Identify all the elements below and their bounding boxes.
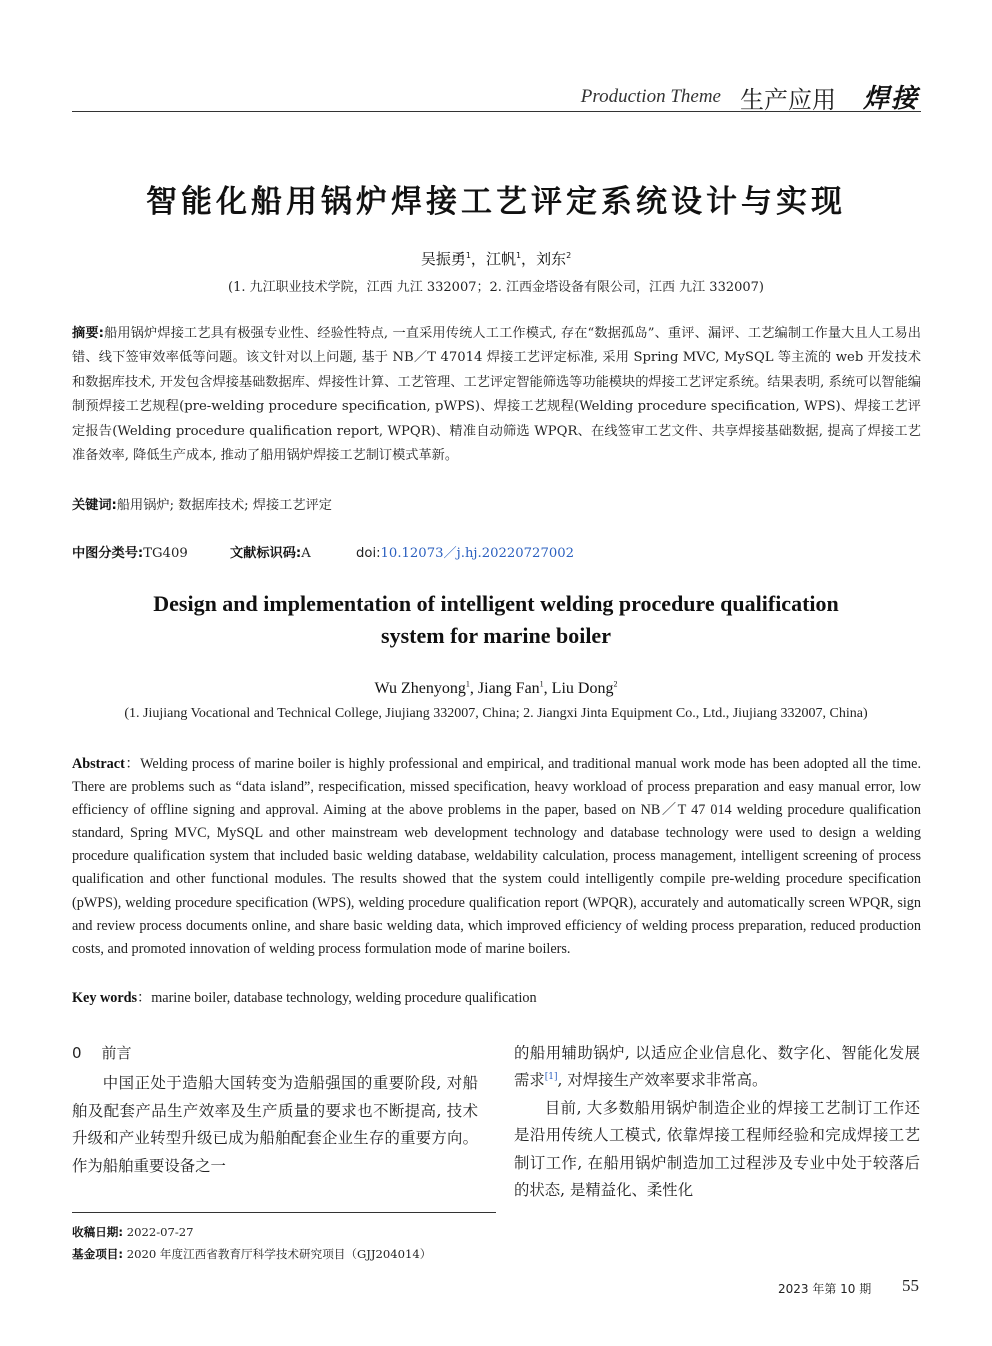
doc-code-value: A: [301, 546, 311, 561]
footnote-rule: [72, 1212, 496, 1213]
running-header: [72, 78, 921, 112]
author-en-1-aff: 1: [465, 679, 470, 689]
abstract-en-label: Abstract: [72, 756, 125, 772]
header-section-cn: 生产应用: [740, 86, 836, 114]
author-cn-2-aff: 1: [515, 251, 522, 260]
issue-label: 2023 年第 10 期: [778, 1282, 872, 1296]
author-cn-3: 刘东: [536, 250, 567, 268]
header-rule: [72, 111, 921, 112]
author-cn-1: 吴振勇: [420, 250, 466, 268]
authors-en: Wu Zhenyong$^1$, Jiang Fan$^1$, Liu Dong$^2$: [374, 679, 618, 697]
body-text: 的船用辅助锅炉, 以适应企业信息化、数字化、智能化发展需求: [514, 1044, 920, 1090]
title-cn: 智能化船用锅炉焊接工艺评定系统设计与实现: [146, 184, 846, 220]
body-text: , 对焊接生产效率要求非常高。: [557, 1071, 768, 1090]
author-en-1: Wu Zhenyong: [374, 680, 466, 697]
abstract-en-text: Welding process of marine boiler is highly professional and empirical, and traditional manual work mode has been adopted all the time. There are problems such as “data island”, respecification, missed specification, heavy workload of process preparation and easy manual error, low efficiency of offline signing and approval. Aiming at the above problems in the paper, based on NB／T 47 014 welding procedure qualification standard, Spring MVC, MySQL and other mainstream web development technology and database technology were used to design a welding procedure qualification system that included basic welding database, weldability calculation, process management, intelligent screening of process qualification and other functional modules. The results showed that the system could intelligently compile pre-welding procedure specification (pWPS), welding procedure specification (WPS), welding procedure qualification report (WPQR), accurately and automatically screen WPQR, sign and review process documents online, and share basic welding data, which improved efficiency of welding process preparation, reduced production costs, and promoted innovation of welding process formulation mode of marine boilers.: [72, 756, 921, 957]
author-en-3: Liu Dong: [551, 680, 614, 697]
body-paragraph: 中国正处于造船大国转变为造船强国的重要阶段, 对船舶及配套产品生产效率及生产质量的要求也不断提高, 技术升级和产业转型升级已成为船舶配套企业生存的重要方向。作为船舶重要设备之一: [72, 1074, 478, 1175]
doc-code-label: 文献标识码:: [230, 546, 302, 561]
page-number: 55: [902, 1276, 919, 1295]
keywords-cn-text: 船用锅炉; 数据库技术; 焊接工艺评定: [116, 498, 332, 513]
affiliations-en: (1. Jiujiang Vocational and Technical College, Jiujiang 332007, China; 2. Jiangxi Jinta Equipment Co., Ltd., Jiujiang 332007, China): [124, 706, 868, 721]
affiliations-cn: (1. 九江职业技术学院，江西 九江 332007；2. 江西金塔设备有限公司，江西 九江 332007): [228, 280, 764, 295]
author-cn-2: 江帆: [485, 250, 516, 268]
title-en-line-1: Design and implementation of intelligent welding procedure qualification: [153, 591, 839, 616]
keywords-en-label: Key words: [72, 990, 138, 1006]
journal-logo: 焊接: [862, 84, 919, 114]
title-en: [0, 588, 992, 652]
clc-label: 中图分类号:: [72, 546, 144, 561]
keywords-cn-label: 关键词:: [72, 498, 117, 513]
author-en-3-aff: 2: [613, 679, 618, 689]
citation-link[interactable]: [1]: [544, 1072, 558, 1083]
keywords-en: Key words：marine boiler, database technology, welding procedure qualification: [72, 990, 537, 1006]
received-value: 2022-07-27: [126, 1225, 194, 1239]
received-label: 收稿日期:: [72, 1225, 124, 1239]
doi-label: doi:: [356, 546, 381, 561]
author-cn-3-aff: 2: [566, 251, 572, 260]
section-heading: [72, 1040, 478, 1067]
authors-cn: 吴振勇$^1$，江帆$^1$，刘东$^2$: [420, 250, 572, 268]
abstract-cn-text: 船用锅炉焊接工艺具有极强专业性、经验性特点, 一直采用传统人工工作模式, 存在“数据孤岛”、重评、漏评、工艺编制工作量大且人工易出错、线下签审效率低等问题。该文针对以上问题, 基于 NB／T 47014 焊接工艺评定标准, 采用 Spring MVC, MySQL 等主流的 web 开发技术和数据库技术, 开发包含焊接基础数据库、焊接性计算、工艺管理、工艺评定智能筛选等功能模块的焊接工艺评定系统。结果表明, 系统可以智能编制预焊接工艺规程(pre-welding procedure specification, pWPS)、焊接工艺规程(Welding procedure specification, WPS)、焊接工艺评定报告(Welding procedure qualification report, WPQR)、精准自动筛选 WPQR、在线签审工艺文件、共享焊接基础数据, 提高了焊接工艺准备效率, 降低生产成本, 推动了船用锅炉焊接工艺制订模式革新。: [72, 326, 921, 464]
body-column-right: [514, 1040, 920, 1204]
body-paragraph: [514, 1040, 920, 1095]
title-en-line-2: system for marine boiler: [381, 623, 611, 648]
body-column-left: [72, 1040, 478, 1180]
classification-line: [72, 542, 921, 561]
body-paragraph: 目前, 大多数船用锅炉制造企业的焊接工艺制订工作还是沿用传统人工模式, 依靠焊接工程师经验和完成焊接工艺制订工作, 在船用锅炉制造加工过程涉及专业中处于较落后的状态, 是精益化、柔性化: [514, 1098, 920, 1200]
keywords-cn: [72, 494, 921, 513]
fund-label: 基金项目:: [72, 1247, 124, 1261]
header-section-en: Production Theme: [580, 86, 721, 107]
doi-link[interactable]: 10.12073／j.hj.20220727002: [380, 546, 575, 561]
fund-value: 2020 年度江西省教育厅科学技术研究项目（GJJ204014）: [126, 1247, 432, 1261]
footnote-fund: [72, 1246, 502, 1262]
abstract-cn-label: 摘要:: [72, 326, 104, 341]
section-number: 0: [72, 1044, 82, 1062]
clc-value: TG409: [143, 546, 188, 561]
footnote-received: [72, 1224, 502, 1240]
keywords-en-text: marine boiler, database technology, welding procedure qualification: [151, 990, 537, 1006]
author-en-2-aff: 1: [539, 679, 544, 689]
abstract-en: Abstract：Welding process of marine boiler is highly professional and empirical, and traditional manual work mode has been adopted all the time. There are problems such as “data island”, respecification, missed specification, heavy workload of process preparation and easy manual error, low efficiency of offline signing and approval. Aiming at the above problems in the paper, based on NB／T 47 014 welding procedure qualification standard, Spring MVC, MySQL and other mainstream web development technology and database technology were used to design a welding procedure qualification system that included basic welding database, weldability calculation, process management, intelligent screening of process qualification and other functional modules. The results showed that the system could intelligently compile pre-welding procedure specification (pWPS), welding procedure specification (WPS), welding procedure qualification report (WPQR), accurately and automatically screen WPQR, sign and review process documents online, and share basic welding data, which improved efficiency of welding process preparation, reduced production costs, and promoted innovation of welding process formulation mode of marine boilers.: [72, 756, 921, 957]
abstract-cn: [72, 322, 921, 468]
section-title: 前言: [101, 1044, 132, 1062]
author-en-2: Jiang Fan: [477, 680, 540, 697]
author-cn-1-aff: 1: [465, 251, 471, 260]
